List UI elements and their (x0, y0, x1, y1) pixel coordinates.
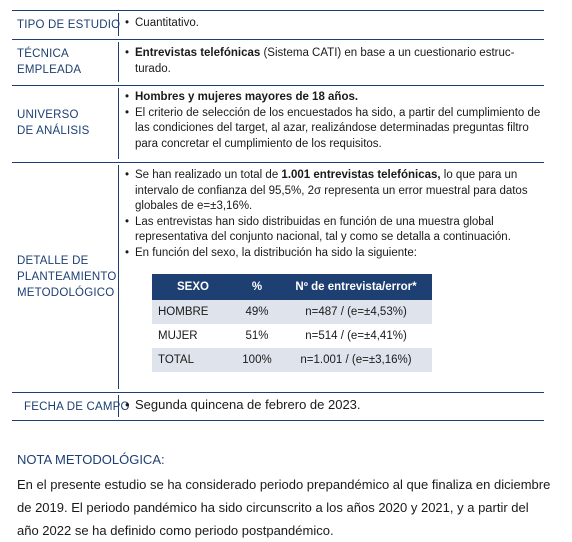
bullet-item: • Hombres y mujeres mayores de 18 años. (125, 90, 544, 106)
table-cell: MUJER (152, 324, 234, 348)
rule-bottom (12, 420, 544, 421)
column-header: SEXO (152, 274, 234, 300)
distribution-table (152, 274, 432, 372)
table-cell: n=487 / (e=±4,53%) (280, 300, 432, 324)
label-tecnica: TÉCNICA EMPLEADA (17, 48, 82, 76)
bullet-item: • Entrevistas telefónicas (Sistema CATI) en base a un cuestionario estruc- turado. (125, 46, 544, 77)
label-tipo-estudio: TIPO DE ESTUDIO (17, 19, 121, 31)
value-tecnica (125, 46, 544, 77)
value-fecha-campo (125, 397, 544, 413)
label-fecha-campo: FECHA DE CAMPO (24, 401, 130, 413)
bullet-item: • Se han realizado un total de 1.001 entrevistas telefónicas, lo que para un intervalo de confianza del 95,5%, 2σ representa un error muestral para datos globales de e=±3,16%. (125, 168, 544, 215)
value-universo (125, 90, 544, 152)
table-cell: HOMBRE (152, 300, 234, 324)
bullet-item: • El criterio de selección de los encuestados ha sido, a partir del cumplimiento de las condiciones del target, al azar, realizándose determinadas preguntas filtro para concretar el cumplimiento de los requisitos. (125, 106, 544, 153)
table-cell: n=514 / (e=±4,41%) (280, 324, 432, 348)
rule-1 (12, 39, 544, 40)
rule-top (12, 10, 544, 11)
table-row (152, 300, 432, 324)
bullet-item: • Segunda quincena de febrero de 2023. (125, 397, 544, 413)
rule-4 (12, 392, 544, 393)
column-header: Nº de entrevista/error* (280, 274, 432, 300)
table-cell: 100% (234, 348, 280, 372)
label-universo: UNIVERSO DE ANÁLISIS (17, 109, 90, 137)
table-cell: TOTAL (152, 348, 234, 372)
label-detalle: DETALLE DE PLANTEAMIENTO METODOLÓGICO (17, 255, 117, 299)
table-cell: n=1.001 / (e=±3,16%) (280, 348, 432, 372)
rule-3 (12, 162, 544, 163)
separator (118, 165, 119, 389)
table-header-row (152, 274, 432, 300)
table-cell: 51% (234, 324, 280, 348)
value-tipo-estudio (125, 16, 544, 32)
table-cell: 49% (234, 300, 280, 324)
bullet-item: • Cuantitativo. (125, 16, 544, 32)
note-text: En el presente estudio se ha considerado periodo prepandémico al que finaliza en diciembre de 2019. El periodo pandémico ha sido circunscrito a los años 2020 y 2021, y a partir del año 2022 se ha definido como periodo postpandémico. (17, 477, 551, 538)
bullet-item: • En función del sexo, la distribución ha sido la siguiente: (125, 246, 544, 262)
table-row (152, 348, 432, 372)
separator (118, 88, 119, 159)
bullet-item: • Las entrevistas han sido distribuidas en función de una muestra global representativa del conjunto nacional, tal y como se detalla a continuación. (125, 215, 544, 246)
note-title: NOTA METODOLÓGICA: (17, 452, 165, 467)
value-detalle (125, 168, 544, 261)
separator (118, 42, 119, 82)
table-row (152, 324, 432, 348)
rule-2 (12, 85, 544, 86)
column-header: % (234, 274, 280, 300)
